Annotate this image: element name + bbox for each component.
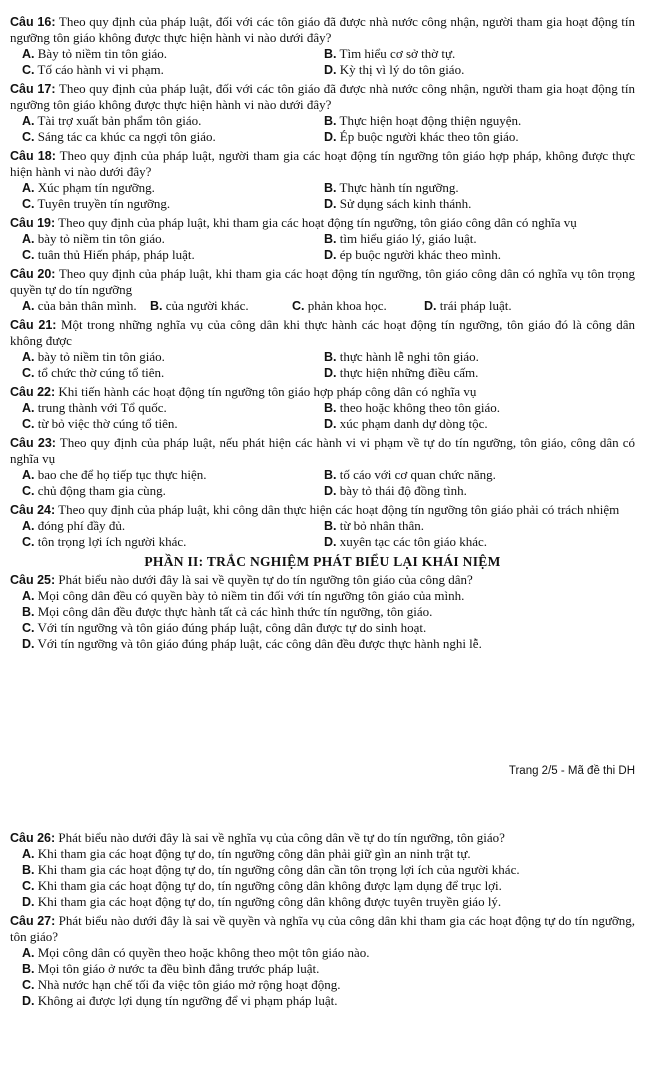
question [10, 215, 635, 263]
question-text: Theo quy định của pháp luật, nếu phát hiện các hành vi vi phạm về tự do tín ngưỡng, tôn giáo, công dân có nghĩa vụ [10, 435, 636, 466]
answer-option [324, 62, 624, 78]
option-text: Mọi công dân đều được thực hành tất cả các hình thức tín ngưỡng, tôn giáo. [37, 604, 433, 619]
answer-option [324, 518, 624, 534]
option-label: D. [324, 417, 337, 431]
option-label: B. [324, 114, 337, 128]
option-label: C. [22, 130, 35, 144]
question [10, 913, 635, 1009]
section-title: PHẦN II: TRẮC NGHIỆM PHÁT BIỂU LẠI KHÁI NIỆM [144, 554, 501, 569]
option-label: A. [22, 847, 35, 861]
option-text: Khi tham gia các hoạt động tự do, tín ngưỡng công dân không được tuyên truyền giáo lý. [37, 894, 502, 909]
option-text: đóng phí đầy đủ. [37, 518, 126, 533]
question-number: Câu 27: [10, 914, 56, 928]
answer-options [10, 945, 635, 1009]
question-stem [10, 830, 635, 846]
question [10, 266, 635, 314]
option-text: Khi tham gia các hoạt động tự do, tín ngưỡng công dân không được lạm dụng để trục lợi. [37, 878, 502, 893]
option-label: A. [22, 181, 35, 195]
answer-option [10, 977, 635, 993]
answer-option [10, 993, 635, 1009]
question-number: Câu 17: [10, 82, 56, 96]
option-text: Mọi công dân có quyền theo hoặc không theo một tôn giáo nào. [37, 945, 370, 960]
answer-option [324, 483, 624, 499]
option-label: C. [292, 299, 305, 313]
question-text: Phát biểu nào dưới đây là sai về quyền tự do tín ngưỡng tôn giáo của công dân? [58, 572, 473, 587]
option-text: bày tỏ niềm tin tôn giáo. [37, 349, 165, 364]
answer-option [324, 196, 624, 212]
option-label: A. [22, 232, 35, 246]
option-label: D. [324, 130, 337, 144]
question-stem [10, 384, 635, 400]
option-label: A. [22, 519, 35, 533]
option-text: trung thành với Tổ quốc. [37, 400, 167, 415]
question [10, 14, 635, 78]
option-text: Tài trợ xuất bản phẩm tôn giáo. [37, 113, 202, 128]
answer-option [324, 129, 624, 145]
option-label: D. [22, 637, 35, 651]
option-text: xuyên tạc các tôn giáo khác. [339, 534, 488, 549]
question-number: Câu 21: [10, 318, 57, 332]
question-number: Câu 20: [10, 267, 56, 281]
question-stem [10, 215, 635, 231]
question [10, 317, 635, 381]
option-label: B. [22, 605, 35, 619]
question-stem [10, 572, 635, 588]
option-label: A. [22, 47, 35, 61]
option-label: C. [22, 978, 35, 992]
answer-option [10, 961, 635, 977]
answer-option [10, 620, 635, 636]
question-number: Câu 19: [10, 216, 56, 230]
question-text: Một trong những nghĩa vụ của công dân khi thực hành các hoạt động tín ngưỡng, tôn giáo đó là công dân không được [10, 317, 635, 348]
question-stem [10, 81, 635, 113]
option-text: bày tỏ thái độ đồng tình. [339, 483, 467, 498]
answer-option [10, 862, 635, 878]
question [10, 435, 635, 499]
answer-options [10, 298, 635, 314]
answer-option [424, 298, 614, 314]
option-label: B. [324, 232, 337, 246]
option-text: Không ai được lợi dụng tín ngưỡng để vi phạm pháp luật. [37, 993, 338, 1008]
question-text: Theo quy định của pháp luật, đối với các tôn giáo đã được nhà nước công nhận, người tham gia hoạt động tín ngưỡng tôn giáo không được thực hiện hành vi nào dưới đây? [10, 14, 636, 45]
option-text: trái pháp luật. [439, 298, 512, 313]
option-text: Tìm hiểu cơ sở thờ tự. [339, 46, 456, 61]
option-label: D. [424, 299, 437, 313]
option-label: D. [22, 895, 35, 909]
option-text: tôn trọng lợi ích người khác. [37, 534, 187, 549]
answer-options [10, 180, 635, 212]
option-label: A. [22, 468, 35, 482]
option-label: C. [22, 248, 35, 262]
answer-option [10, 945, 635, 961]
option-text: tổ chức thờ cúng tổ tiên. [37, 365, 165, 380]
question-number: Câu 24: [10, 503, 56, 517]
answer-option [324, 467, 624, 483]
option-text: Khi tham gia các hoạt động tự do, tín ngưỡng công dân phải giữ gìn an ninh trật tự. [37, 846, 471, 861]
option-label: C. [22, 535, 35, 549]
option-label: C. [22, 63, 35, 77]
option-label: C. [22, 879, 35, 893]
question [10, 502, 635, 550]
question [10, 81, 635, 145]
answer-option [22, 62, 324, 78]
option-label: D. [324, 484, 337, 498]
question-text: Phát biểu nào dưới đây là sai về nghĩa vụ của công dân về tự do tín ngưỡng, tôn giáo? [58, 830, 505, 845]
option-text: Mọi tôn giáo ở nước ta đều bình đẳng trước pháp luật. [37, 961, 320, 976]
question-text: Phát biểu nào dưới đây là sai về quyền và nghĩa vụ của công dân khi tham gia các hoạt động tự do tín ngưỡng, tôn giáo? [10, 913, 635, 944]
option-label: A. [22, 401, 35, 415]
option-text: thực hành lễ nghi tôn giáo. [339, 349, 479, 364]
answer-option [22, 46, 324, 62]
option-text: tuân thủ Hiến pháp, pháp luật. [37, 247, 195, 262]
question [10, 384, 635, 432]
answer-option [324, 46, 624, 62]
answer-option [324, 231, 624, 247]
question-text: Theo quy định của pháp luật, khi tham gia các hoạt động tín ngưỡng, tôn giáo công dân có nghĩa vụ [58, 215, 577, 230]
option-text: Nhà nước hạn chế tối đa việc tôn giáo mở rộng hoạt động. [37, 977, 341, 992]
option-text: Bày tỏ niềm tin tôn giáo. [37, 46, 168, 61]
question-stem [10, 14, 635, 46]
option-text: bày tỏ niềm tin tôn giáo. [37, 231, 165, 246]
answer-options [10, 400, 635, 432]
option-label: A. [22, 946, 35, 960]
option-text: tố cáo với cơ quan chức năng. [339, 467, 496, 482]
option-text: Khi tham gia các hoạt động tự do, tín ngưỡng công dân cần tôn trọng lợi ích của người khác. [37, 862, 520, 877]
option-text: Ép buộc người khác theo tôn giáo. [339, 129, 519, 144]
option-text: Thực hiện hoạt động thiện nguyện. [339, 113, 522, 128]
option-label: A. [22, 114, 35, 128]
answer-option [22, 129, 324, 145]
question-number: Câu 23: [10, 436, 56, 450]
answer-option [10, 846, 635, 862]
answer-option [324, 349, 624, 365]
option-text: Tố cáo hành vi vi phạm. [37, 62, 164, 77]
answer-option [22, 534, 324, 550]
option-text: Kỳ thị vì lý do tôn giáo. [339, 62, 465, 77]
answer-option [10, 894, 635, 910]
option-label: A. [22, 589, 35, 603]
option-text: Tuyên truyền tín ngưỡng. [37, 196, 171, 211]
question [10, 572, 635, 652]
option-label: D. [324, 248, 337, 262]
answer-option [22, 467, 324, 483]
option-text: Xúc phạm tín ngưỡng. [37, 180, 155, 195]
option-label: B. [150, 299, 163, 313]
option-label: D. [324, 535, 337, 549]
answer-option [22, 349, 324, 365]
answer-option [324, 180, 624, 196]
question-text: Theo quy định của pháp luật, người tham gia các hoạt động tín ngưỡng tôn giáo hợp pháp, không được thực hiện hành vi nào dưới đây? [10, 148, 635, 179]
option-label: D. [324, 366, 337, 380]
answer-option [22, 113, 324, 129]
option-text: Với tín ngưỡng và tôn giáo đúng pháp luật, công dân được tự do sinh hoạt. [37, 620, 427, 635]
exam-sheet-page-2 [10, 14, 635, 655]
option-text: Thực hành tín ngưỡng. [339, 180, 459, 195]
option-text: phản khoa học. [307, 298, 387, 313]
option-label: B. [324, 468, 337, 482]
option-text: của người khác. [165, 298, 249, 313]
answer-options [10, 349, 635, 381]
option-label: C. [22, 366, 35, 380]
question-number: Câu 22: [10, 385, 56, 399]
answer-options [10, 467, 635, 499]
answer-option [22, 231, 324, 247]
option-label: A. [22, 350, 35, 364]
option-text: bao che để họ tiếp tục thực hiện. [37, 467, 207, 482]
answer-options [10, 588, 635, 652]
option-text: thực hiện những điều cấm. [339, 365, 479, 380]
option-text: theo hoặc không theo tôn giáo. [339, 400, 501, 415]
option-text: ép buộc người khác theo mình. [339, 247, 501, 262]
option-label: B. [324, 350, 337, 364]
option-label: B. [324, 181, 337, 195]
option-text: của bản thân mình. [37, 298, 137, 313]
question-stem [10, 502, 635, 518]
answer-option [324, 534, 624, 550]
question-text: Theo quy định của pháp luật, khi công dân thực hiện các hoạt động tín ngưỡng tôn giáo phải có trách nhiệm [58, 502, 620, 517]
answer-option [324, 365, 624, 381]
question-stem [10, 913, 635, 945]
option-label: C. [22, 197, 35, 211]
option-label: D. [324, 197, 337, 211]
question-stem [10, 266, 635, 298]
answer-option [324, 416, 624, 432]
question-stem [10, 148, 635, 180]
answer-option [22, 416, 324, 432]
answer-option [22, 298, 150, 314]
question-text: Theo quy định của pháp luật, đối với các tôn giáo đã được nhà nước công nhận, người tham gia hoạt động tín ngưỡng tôn giáo không được thực hiện hành vi nào dưới đây? [10, 81, 636, 112]
option-label: C. [22, 417, 35, 431]
question-stem [10, 317, 635, 349]
answer-options [10, 518, 635, 550]
option-text: từ bỏ nhân thân. [339, 518, 425, 533]
option-text: chủ động tham gia cùng. [37, 483, 166, 498]
answer-option [22, 400, 324, 416]
option-label: C. [22, 621, 35, 635]
option-label: B. [22, 863, 35, 877]
option-text: tìm hiểu giáo lý, giáo luật. [339, 231, 477, 246]
answer-option [22, 196, 324, 212]
answer-option [10, 588, 635, 604]
question-text: Theo quy định của pháp luật, khi tham gia các hoạt động tín ngưỡng, tôn giáo công dân có nghĩa vụ tôn trọng quyền tự do tín ngưỡng [10, 266, 636, 297]
answer-option [324, 247, 624, 263]
question-number: Câu 18: [10, 149, 56, 163]
answer-option [324, 400, 624, 416]
question-stem [10, 435, 635, 467]
option-label: D. [324, 63, 337, 77]
question-number: Câu 16: [10, 15, 56, 29]
option-text: Sử dụng sách kinh thánh. [339, 196, 472, 211]
answer-option [22, 518, 324, 534]
option-text: Mọi công dân đều có quyền bày tỏ niềm tin đối với tín ngưỡng tôn giáo của mình. [37, 588, 465, 603]
question-number: Câu 26: [10, 831, 56, 845]
answer-option [324, 113, 624, 129]
option-label: B. [324, 47, 337, 61]
option-text: Sáng tác ca khúc ca ngợi tôn giáo. [37, 129, 216, 144]
option-text: từ bỏ việc thờ cúng tổ tiên. [37, 416, 178, 431]
answer-option [10, 878, 635, 894]
option-label: A. [22, 299, 35, 313]
answer-option [22, 483, 324, 499]
answer-option [10, 604, 635, 620]
answer-option [292, 298, 424, 314]
question [10, 830, 635, 910]
answer-options [10, 846, 635, 910]
option-label: B. [324, 401, 337, 415]
option-text: Với tín ngưỡng và tôn giáo đúng pháp luật, các công dân đều được thực hành nghi lễ. [37, 636, 482, 651]
option-label: B. [324, 519, 337, 533]
question [10, 148, 635, 212]
answer-option [22, 180, 324, 196]
page-footer: Trang 2/5 - Mã đề thi DH [508, 765, 635, 777]
question-text: Khi tiến hành các hoạt động tín ngưỡng tôn giáo hợp pháp công dân có nghĩa vụ [58, 384, 477, 399]
option-label: C. [22, 484, 35, 498]
option-text: xúc phạm danh dự dòng tộc. [339, 416, 488, 431]
question-number: Câu 25: [10, 573, 56, 587]
answer-option [22, 365, 324, 381]
answer-options [10, 46, 635, 78]
answer-option [150, 298, 292, 314]
answer-options [10, 231, 635, 263]
option-label: B. [22, 962, 35, 976]
answer-option [22, 247, 324, 263]
answer-option [10, 636, 635, 652]
answer-options [10, 113, 635, 145]
option-label: D. [22, 994, 35, 1008]
exam-sheet-page-3 [10, 830, 635, 1012]
